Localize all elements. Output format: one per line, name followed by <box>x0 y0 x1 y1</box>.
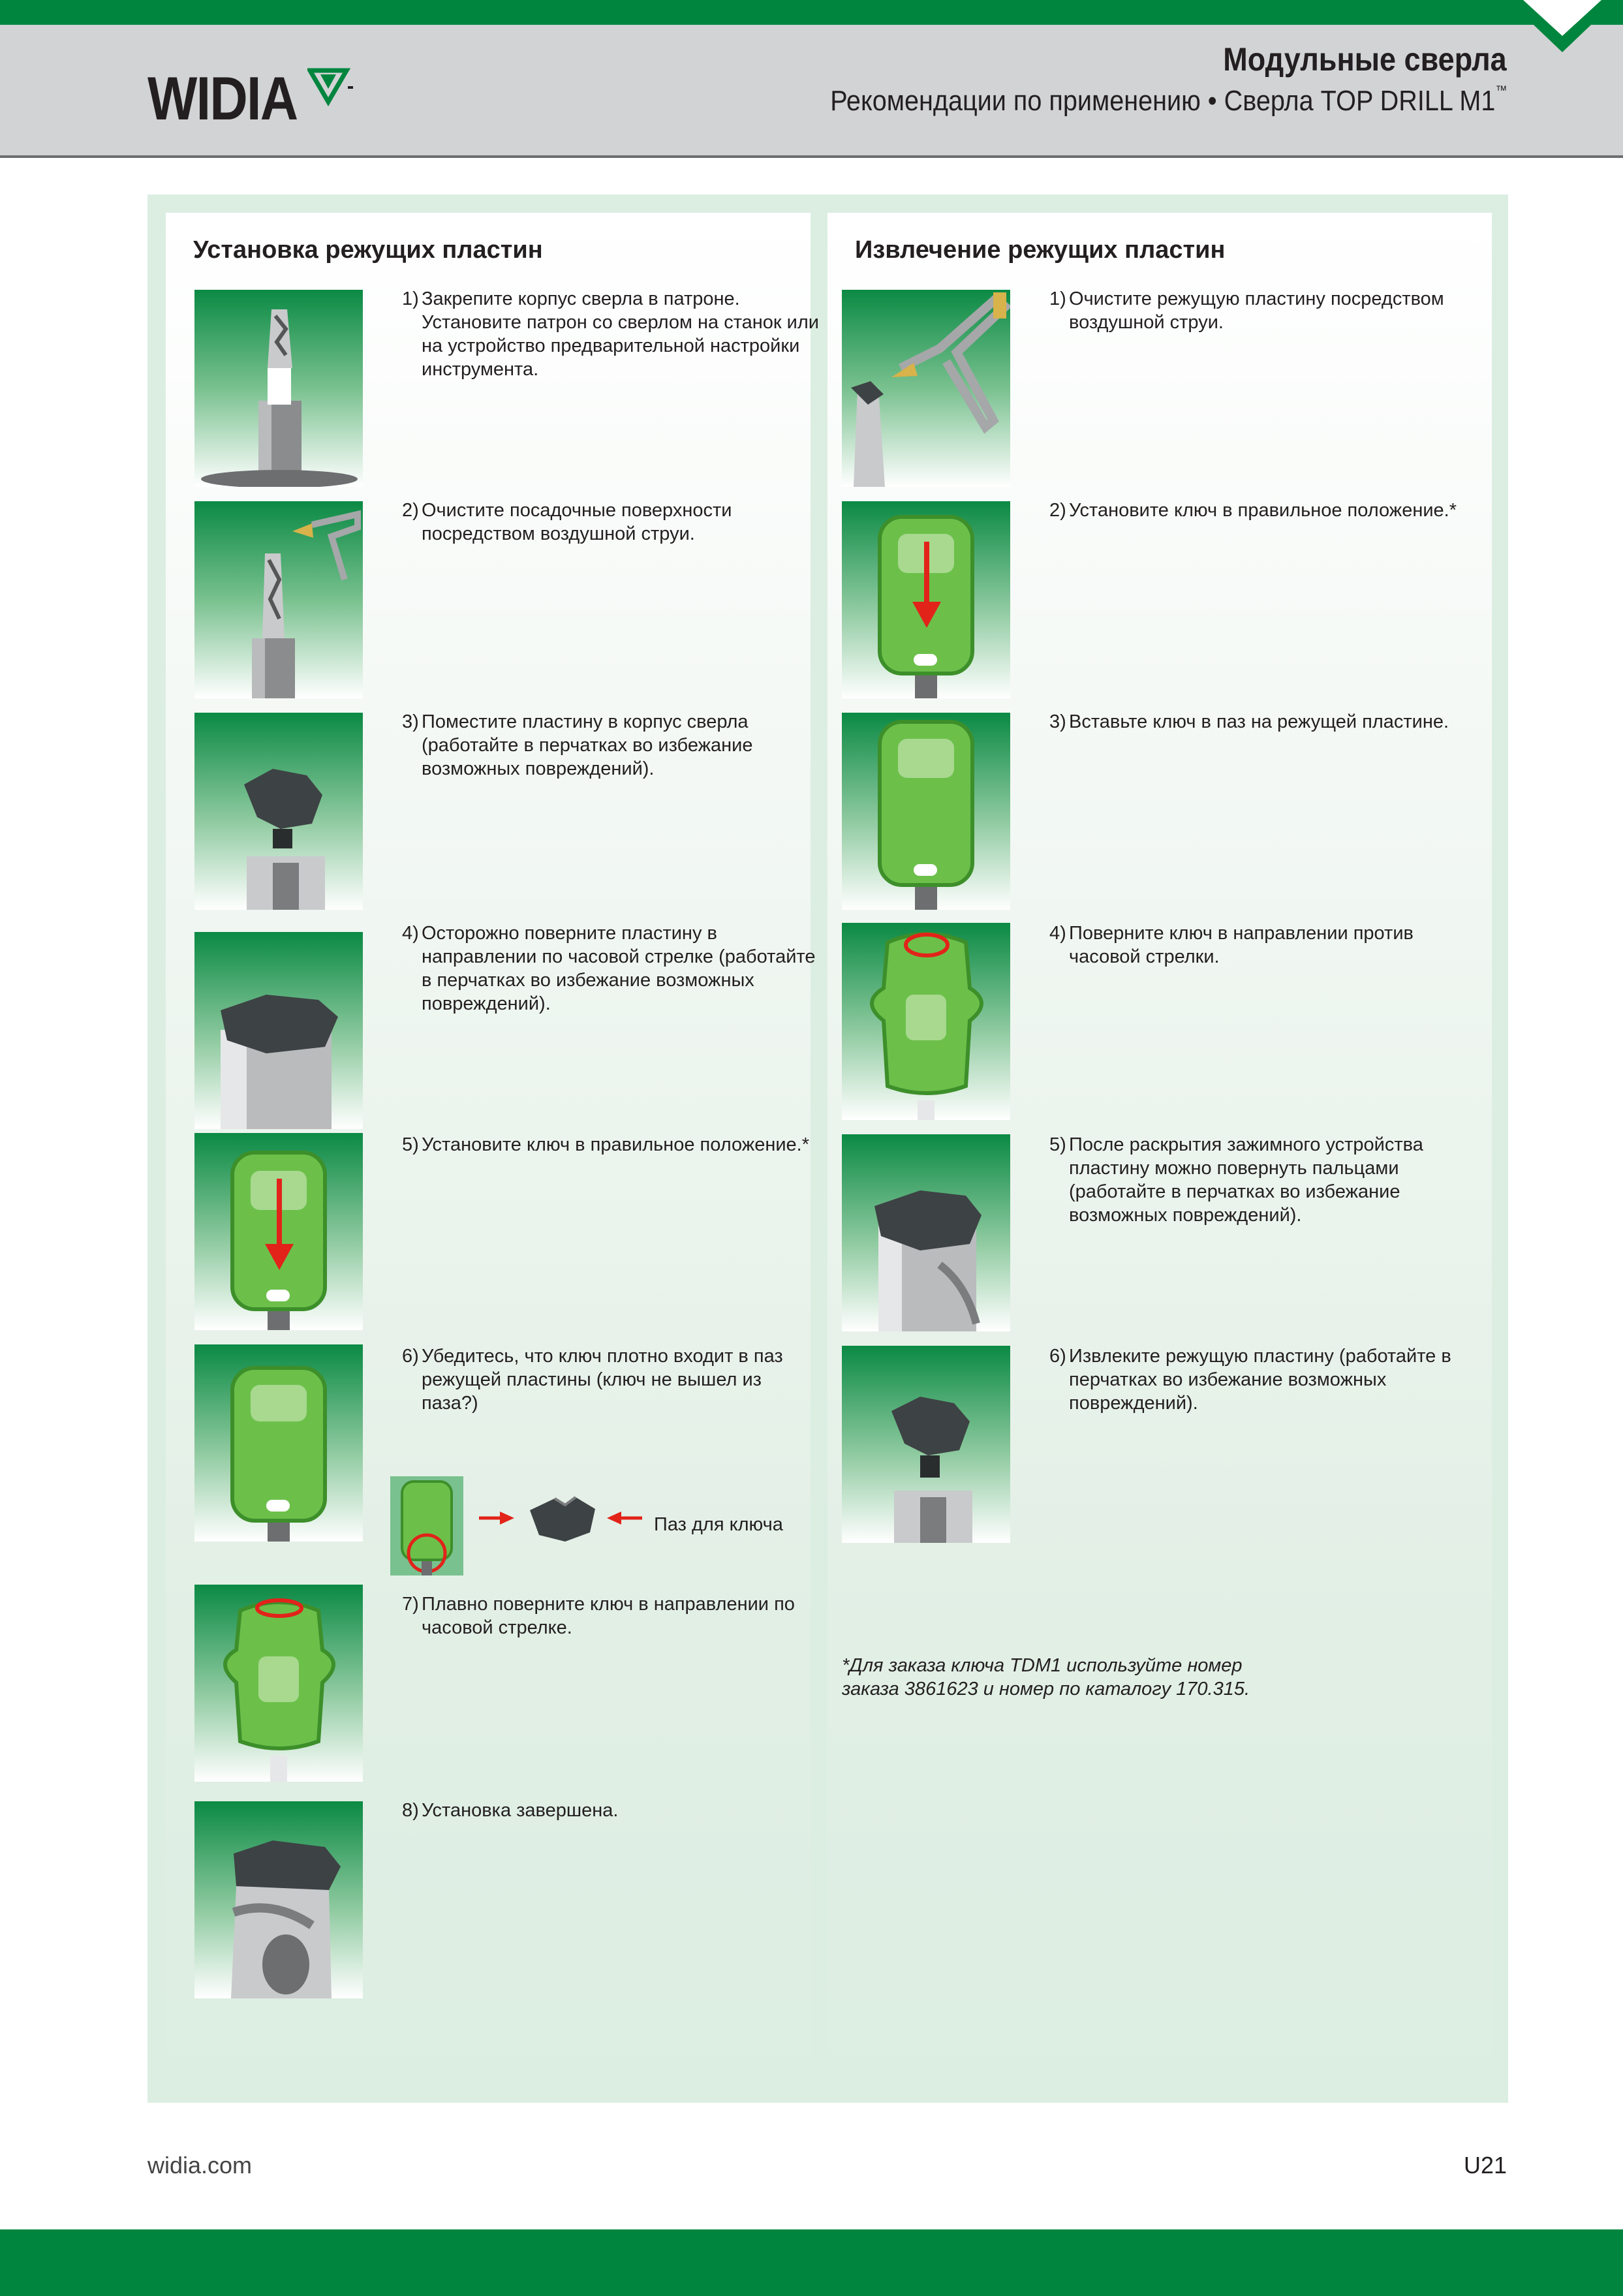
order-note: *Для заказа ключа TDM1 используйте номер заказа 3861623 и номер по каталогу 170.315. <box>842 1655 1250 1699</box>
install-step-7-image <box>194 1585 363 1782</box>
remove-step-5-image <box>842 1134 1010 1331</box>
logo-text: WIDIA <box>147 64 298 132</box>
install-step-5-image <box>194 1133 363 1330</box>
key-slot-label: Паз для ключа <box>654 1514 783 1535</box>
remove-step-6-text: 6) Извлеките режущую пластину (работайте в перчатках во избежание возможных повреждений). <box>1049 1346 1451 1414</box>
remove-step-1-text: 1) Очистите режущую пластину посредством воздушной струи. <box>1049 288 1444 333</box>
remove-step-4-text: 4) Поверните ключ в направлении против часовой стрелки. <box>1049 923 1414 967</box>
install-step-8-image <box>194 1801 363 1998</box>
arrow-left-icon <box>607 1510 642 1526</box>
install-step-3-image <box>194 713 363 910</box>
install-step-8-text: 8) Установка завершена. <box>402 1800 619 1821</box>
remove-step-6-image <box>842 1346 1010 1543</box>
bottom-green-band <box>0 2229 1623 2296</box>
remove-step-2-image <box>842 501 1010 698</box>
install-step-2-text: 2) Очистите посадочные поверхности посредством воздушной струи. <box>402 500 732 544</box>
footer-url[interactable]: widia.com <box>147 2152 253 2179</box>
insert-slot-icon <box>526 1492 599 1548</box>
page-subtitle: Рекомендации по применению • Сверла TOP DRILL M1™ <box>829 84 1507 117</box>
install-step-4-image <box>194 932 363 1129</box>
top-green-band <box>0 0 1623 25</box>
remove-step-1-image <box>842 290 1010 487</box>
install-step-1-text: 1) Закрепите корпус сверла в патроне. Установите патрон со сверлом на станок или на устройство предварительной настройки инструмента. <box>402 288 819 380</box>
widia-triangle-icon <box>307 68 354 110</box>
install-step-5-text: 5) Установите ключ в правильное положение.* <box>402 1134 810 1155</box>
install-step-6-image <box>194 1344 363 1542</box>
install-step-7-text: 7) Плавно поверните ключ в направлении по часовой стрелке. <box>402 1594 795 1638</box>
remove-step-5-text: 5) После раскрытия зажимного устройства пластину можно повернуть пальцами (работайте в перчатках во избежание возможных повреждений). <box>1049 1134 1423 1226</box>
install-step-1-image <box>194 290 363 487</box>
arrow-right-icon <box>479 1510 514 1526</box>
remove-step-3-text: 3) Вставьте ключ в паз на режущей пластине. <box>1049 711 1449 732</box>
key-slot-detail-image <box>390 1476 463 1575</box>
installation-title: Установка режущих пластин <box>193 236 543 264</box>
corner-triangle-inner <box>1523 0 1601 36</box>
remove-step-2-text: 2) Установите ключ в правильное положение.* <box>1049 500 1457 521</box>
install-step-6-text: 6) Убедитесь, что ключ плотно входит в паз режущей пластины (ключ не вышел из паза?) <box>402 1346 783 1414</box>
install-step-2-image <box>194 501 363 698</box>
install-step-3-text: 3) Поместите пластину в корпус сверла (работайте в перчатках во избежание возможных повреждений). <box>402 711 753 779</box>
install-step-4-text: 4) Осторожно поверните пластину в направлении по часовой стрелке (работайте в перчатках во избежание возможных повреждений). <box>402 923 816 1014</box>
removal-title: Извлечение режущих пластин <box>855 236 1226 264</box>
page-number: U21 <box>1463 2152 1507 2179</box>
widia-logo <box>147 57 354 132</box>
remove-step-3-image <box>842 713 1010 910</box>
page-title: Модульные сверла <box>1223 41 1507 78</box>
remove-step-4-image <box>842 923 1010 1120</box>
